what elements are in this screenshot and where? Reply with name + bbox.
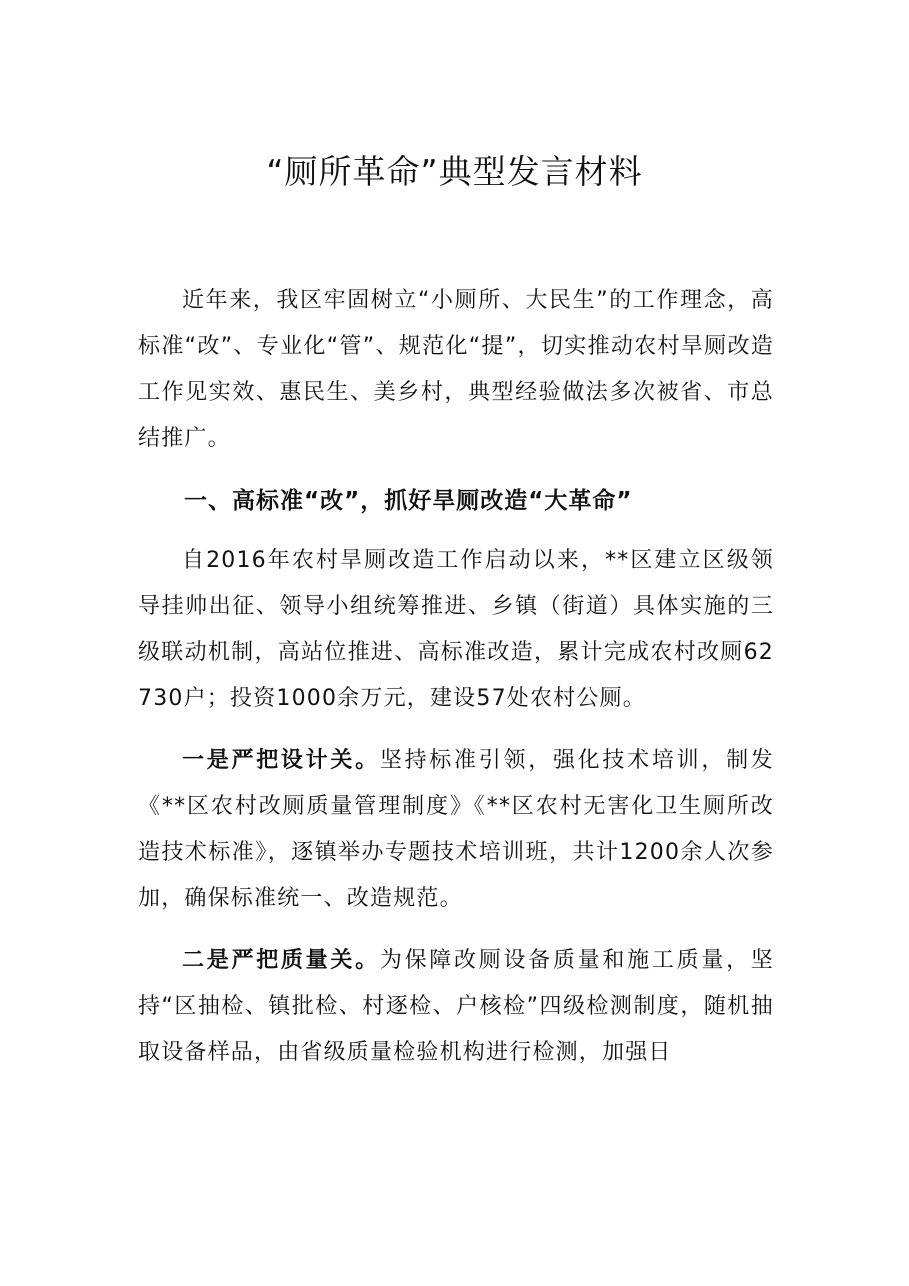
point2-text: 为保障改厕设备质量和施工质量，坚持“区抽检、镇批检、村逐检、户核检”四级检测制度，随机抽取设备样品，由省级质量检验机构进行检测，加强日: [138, 948, 774, 1065]
document-title: “厕所革命”典型发言材料: [266, 152, 643, 191]
point2-paragraph: [138, 938, 774, 1076]
section1-paragraph: 自2016年农村旱厕改造工作启动以来，**区建立区级领导挂帅出征、领导小组统筹推进、乡镇（街道）具体实施的三级联动机制，高站位推进、高标准改造，累计完成农村改厕62730户；投资1000余万元，建设57处农村公厕。: [138, 548, 774, 711]
point2-lead: 二是严把质量关。: [182, 948, 380, 973]
document-body: [138, 278, 774, 1092]
section-heading-1: 一、高标准“改”，抓好旱厕改造“大革命”: [184, 488, 633, 514]
intro-paragraph: 近年来，我区牢固树立“小厕所、大民生”的工作理念，高标准“改”、专业化“管”、规范化“提”，切实推动农村旱厕改造工作见实效、惠民生、美乡村，典型经验做法多次被省、市总结推广。: [138, 288, 774, 451]
point1-lead: 一是严把设计关。: [182, 748, 380, 773]
point1-paragraph: [138, 738, 774, 922]
point1-text: 坚持标准引领，强化技术培训，制发《**区农村改厕质量管理制度》《**区农村无害化卫生厕所改造技术标准》，逐镇举办专题技术培训班，共计1200余人次参加，确保标准统一、改造规范。: [138, 748, 774, 911]
